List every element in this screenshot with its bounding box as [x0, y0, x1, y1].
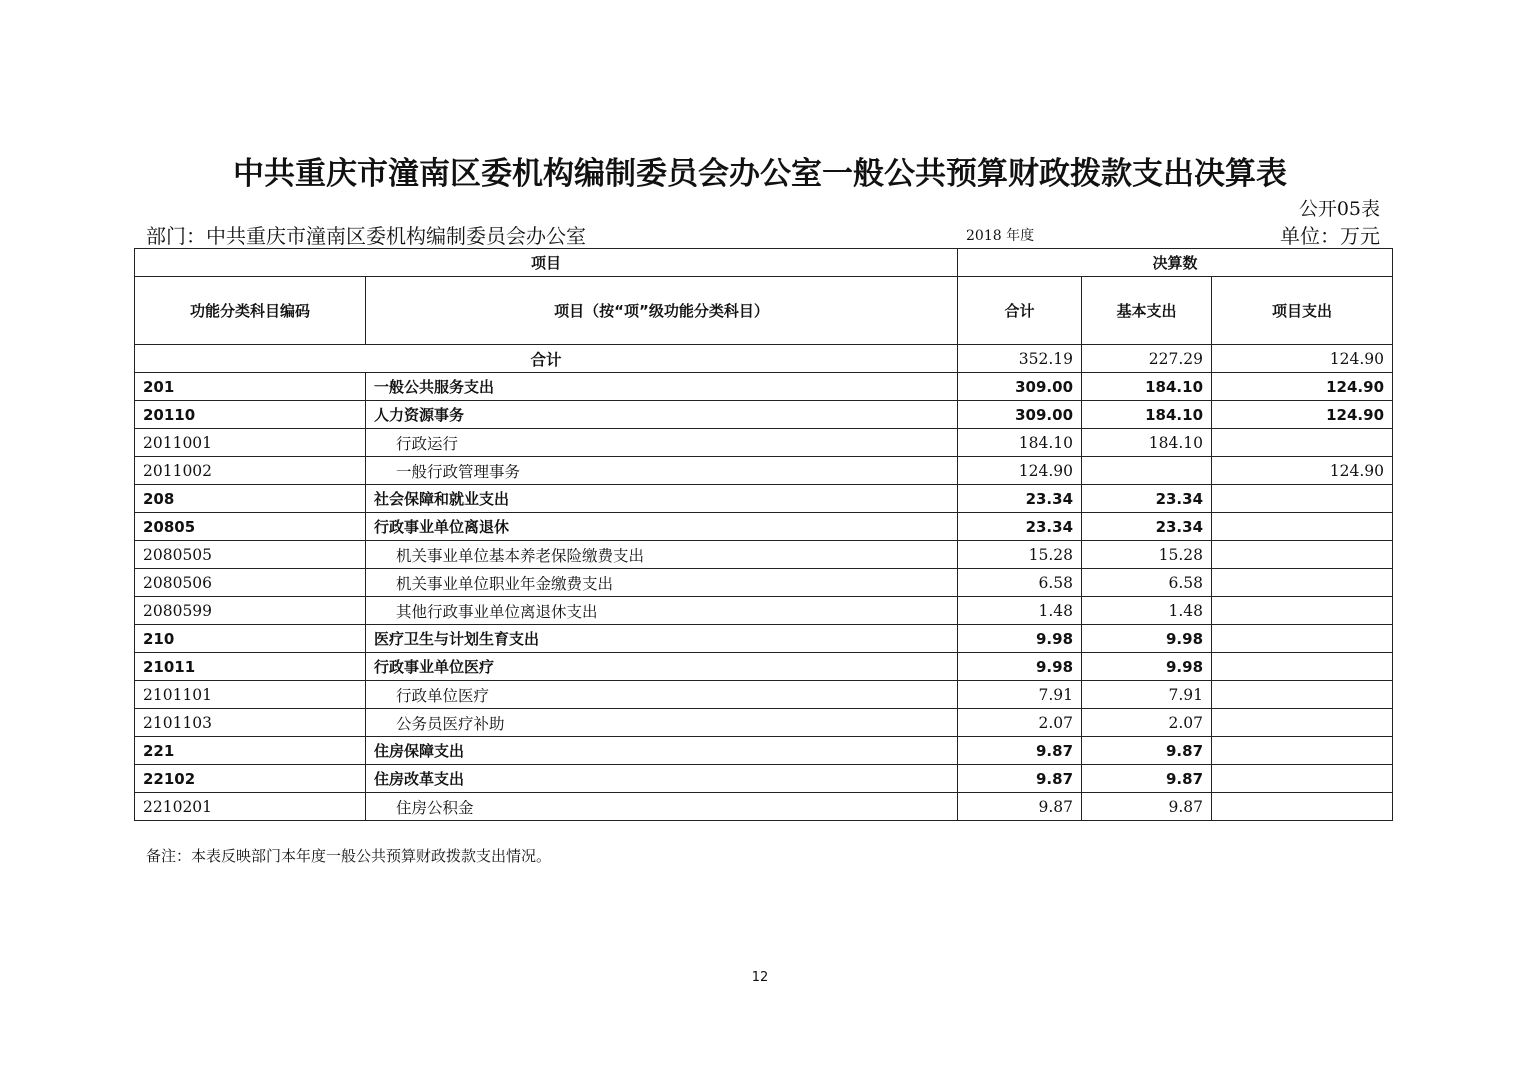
row-total: 184.10 — [958, 429, 1082, 457]
table-row — [135, 653, 1393, 681]
row-basic: 9.87 — [1082, 793, 1212, 821]
row-total: 7.91 — [958, 681, 1082, 709]
row-name: 公务员医疗补助 — [366, 709, 958, 737]
row-basic: 184.10 — [1082, 401, 1212, 429]
row-basic: 15.28 — [1082, 541, 1212, 569]
row-total: 309.00 — [958, 401, 1082, 429]
row-project — [1212, 541, 1393, 569]
table-row — [135, 541, 1393, 569]
row-code: 2101101 — [135, 681, 366, 709]
row-code: 22102 — [135, 765, 366, 793]
row-project — [1212, 765, 1393, 793]
row-code: 2080506 — [135, 569, 366, 597]
row-code: 2080505 — [135, 541, 366, 569]
row-total: 23.34 — [958, 485, 1082, 513]
header-final-amount: 决算数 — [958, 249, 1393, 277]
row-code: 221 — [135, 737, 366, 765]
table-row — [135, 625, 1393, 653]
row-basic: 23.34 — [1082, 513, 1212, 541]
total-basic: 227.29 — [1082, 345, 1212, 373]
row-basic: 184.10 — [1082, 429, 1212, 457]
row-project — [1212, 569, 1393, 597]
row-name: 机关事业单位基本养老保险缴费支出 — [366, 541, 958, 569]
row-code: 208 — [135, 485, 366, 513]
row-basic: 23.34 — [1082, 485, 1212, 513]
row-name: 住房保障支出 — [366, 737, 958, 765]
row-basic: 1.48 — [1082, 597, 1212, 625]
footnote: 备注：本表反映部门本年度一般公共预算财政拨款支出情况。 — [146, 847, 552, 865]
row-total: 9.98 — [958, 625, 1082, 653]
row-name: 行政事业单位离退休 — [366, 513, 958, 541]
row-project — [1212, 653, 1393, 681]
page-number: 12 — [751, 970, 769, 985]
row-total: 9.87 — [958, 737, 1082, 765]
row-name: 行政单位医疗 — [366, 681, 958, 709]
row-name: 行政事业单位医疗 — [366, 653, 958, 681]
row-total: 9.87 — [958, 765, 1082, 793]
header-project: 项目支出 — [1212, 277, 1393, 345]
row-basic: 2.07 — [1082, 709, 1212, 737]
row-name: 人力资源事务 — [366, 401, 958, 429]
row-basic: 9.87 — [1082, 765, 1212, 793]
total-amount: 352.19 — [958, 345, 1082, 373]
form-number: 公开05表 — [1298, 198, 1380, 220]
row-basic: 9.98 — [1082, 625, 1212, 653]
header-item: 项目 — [135, 249, 958, 277]
table-subheader-row — [135, 277, 1393, 345]
row-code: 2080599 — [135, 597, 366, 625]
fiscal-year: 2018 年度 — [966, 228, 1035, 244]
table-row — [135, 457, 1393, 485]
row-name: 机关事业单位职业年金缴费支出 — [366, 569, 958, 597]
row-total: 9.98 — [958, 653, 1082, 681]
row-project — [1212, 793, 1393, 821]
table-row — [135, 737, 1393, 765]
row-total: 15.28 — [958, 541, 1082, 569]
header-total: 合计 — [958, 277, 1082, 345]
row-basic: 9.98 — [1082, 653, 1212, 681]
table-row — [135, 373, 1393, 401]
table-header-row — [135, 249, 1393, 277]
table-row — [135, 681, 1393, 709]
table-row — [135, 569, 1393, 597]
row-total: 6.58 — [958, 569, 1082, 597]
row-project — [1212, 709, 1393, 737]
table-row — [135, 401, 1393, 429]
row-project — [1212, 737, 1393, 765]
row-basic — [1082, 457, 1212, 485]
row-project: 124.90 — [1212, 401, 1393, 429]
table-row — [135, 513, 1393, 541]
table-row — [135, 793, 1393, 821]
row-name: 住房公积金 — [366, 793, 958, 821]
row-code: 2101103 — [135, 709, 366, 737]
total-project: 124.90 — [1212, 345, 1393, 373]
row-total: 124.90 — [958, 457, 1082, 485]
row-total: 1.48 — [958, 597, 1082, 625]
row-project — [1212, 597, 1393, 625]
table-row — [135, 485, 1393, 513]
row-project — [1212, 485, 1393, 513]
row-basic: 9.87 — [1082, 737, 1212, 765]
row-name: 行政运行 — [366, 429, 958, 457]
row-code: 201 — [135, 373, 366, 401]
row-project — [1212, 429, 1393, 457]
row-total: 23.34 — [958, 513, 1082, 541]
row-project: 124.90 — [1212, 373, 1393, 401]
table-row — [135, 709, 1393, 737]
row-project — [1212, 681, 1393, 709]
row-name: 其他行政事业单位离退休支出 — [366, 597, 958, 625]
row-code: 20805 — [135, 513, 366, 541]
table-row — [135, 429, 1393, 457]
row-project — [1212, 625, 1393, 653]
header-name: 项目（按“项”级功能分类科目） — [366, 277, 958, 345]
total-row — [135, 345, 1393, 373]
row-total: 2.07 — [958, 709, 1082, 737]
row-name: 住房改革支出 — [366, 765, 958, 793]
total-label: 合计 — [135, 345, 958, 373]
row-code: 210 — [135, 625, 366, 653]
row-name: 一般公共服务支出 — [366, 373, 958, 401]
row-basic: 184.10 — [1082, 373, 1212, 401]
page-title: 中共重庆市潼南区委机构编制委员会办公室一般公共预算财政拨款支出决算表 — [233, 156, 1287, 192]
row-name: 一般行政管理事务 — [366, 457, 958, 485]
row-total: 309.00 — [958, 373, 1082, 401]
row-total: 9.87 — [958, 793, 1082, 821]
row-project: 124.90 — [1212, 457, 1393, 485]
row-code: 2011002 — [135, 457, 366, 485]
row-basic: 7.91 — [1082, 681, 1212, 709]
row-code: 20110 — [135, 401, 366, 429]
row-code: 2011001 — [135, 429, 366, 457]
row-code: 2210201 — [135, 793, 366, 821]
row-name: 医疗卫生与计划生育支出 — [366, 625, 958, 653]
header-basic: 基本支出 — [1082, 277, 1212, 345]
table-row — [135, 765, 1393, 793]
unit-label: 单位：万元 — [1280, 224, 1380, 248]
department-label: 部门：中共重庆市潼南区委机构编制委员会办公室 — [146, 224, 586, 248]
budget-table — [134, 248, 1393, 821]
table-row — [135, 597, 1393, 625]
row-basic: 6.58 — [1082, 569, 1212, 597]
row-project — [1212, 513, 1393, 541]
row-code: 21011 — [135, 653, 366, 681]
row-name: 社会保障和就业支出 — [366, 485, 958, 513]
header-code: 功能分类科目编码 — [135, 277, 366, 345]
